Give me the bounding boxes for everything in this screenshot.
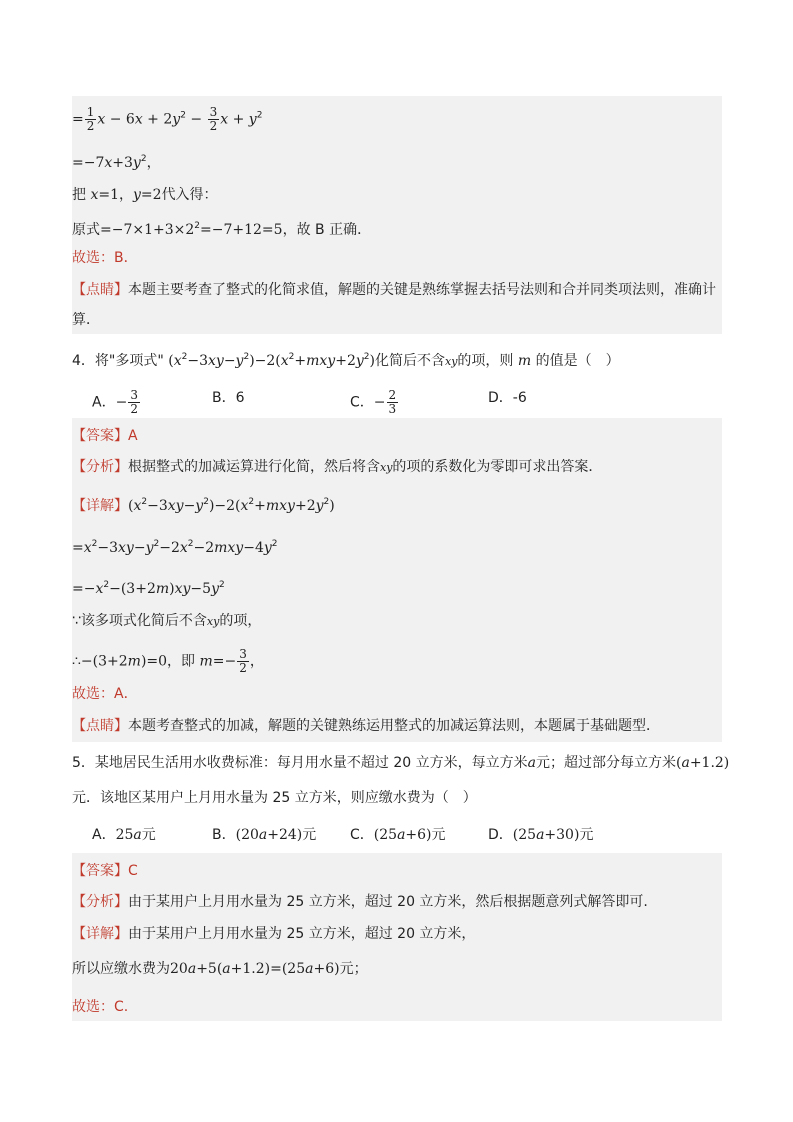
q5-fee: 所以应缴水费为20a+5(a+1.2)=(25a+6)元； [72, 961, 368, 977]
q4-option-a[interactable]: A．− $\frac{3}{2}$ [92, 388, 138, 416]
q5-stem-line2: 元．该地区某用户上月用水量为 25 立方米，则应缴水费为（ ） [72, 790, 477, 806]
q4-step-b: $=-x^2-(3+2m)xy-5y^2$ [72, 580, 225, 597]
q5-analysis: 【分析】由于某用户上月用水量为 25 立方米，超过 20 立方米，然后根据题意列式解答即可. [72, 894, 648, 910]
q5-choose: 故选：C. [72, 999, 129, 1015]
q5-option-a[interactable]: A．25a元 [92, 827, 156, 843]
q4-stem: 4．将"多项式" $(x^2-3xy-y^2)-2(x^2+mxy+2y^2)$化简后不含xy的项，则 m 的值是（ ） [72, 352, 620, 369]
q4-detail: 【详解】$(x^2-3xy-y^2)-2(x^2+mxy+2y^2)$ [72, 497, 335, 514]
q5-answer: 【答案】C [72, 863, 138, 879]
q5-option-b[interactable]: B．(20a+24)元 [212, 827, 317, 843]
q5-detail: 【详解】由于某用户上月用水量为 25 立方米，超过 20 立方米， [72, 926, 476, 942]
q3-step2: $=-7x+3y^2$， [72, 154, 161, 171]
q5-option-c[interactable]: C．(25a+6)元 [350, 827, 446, 843]
q4-answer: 【答案】A [72, 428, 138, 444]
q3-choose: 故选：B． [72, 250, 138, 266]
q3-step1: = $\frac{1}{2}$ $x - 6x + 2y^2$ − $\frac{3}{2}$ $x + y^2$ [72, 105, 263, 133]
q4-step-a: $=x^2-3xy-y^2-2x^2-2mxy-4y^2$ [72, 539, 278, 556]
q4-option-b[interactable]: B．6 [212, 390, 245, 406]
q5-option-d[interactable]: D．(25a+30)元 [488, 827, 594, 843]
q4-analysis: 【分析】根据整式的加减运算进行化简，然后将含xy的项的系数化为零即可求出答案． [72, 459, 603, 475]
q4-therefore: ∴−(3+2m)=0，即 m=− $\frac{3}{2}$ ， [72, 647, 264, 675]
q3-comment-cont: 算． [72, 312, 100, 328]
q4-option-c[interactable]: C．− $\frac{2}{3}$ [350, 388, 397, 416]
q3-comment: 【点睛】本题主要考查了整式的化简求值，解题的关键是熟练掌握去括号法则和合并同类项法则，准确计 [72, 282, 716, 298]
q3-substitute: 把 x=1，y=2代入得： [72, 187, 218, 203]
q4-comment: 【点睛】本题考查整式的加减，解题的关键熟练运用整式的加减运算法则，本题属于基础题型． [72, 718, 660, 734]
q4-because: ∵该多项式化简后不含xy的项， [72, 613, 262, 629]
q4-option-d[interactable]: D．-6 [488, 390, 527, 406]
q5-stem-line1: 5．某地居民生活用水收费标准：每月用水量不超过 20 立方米，每立方米a元；超过部分每立方米(a+1.2) [72, 755, 730, 771]
q3-original: 原式$=-7\times 1+3\times 2^2=-7+12=5$，故 B 正确． [72, 221, 372, 238]
q4-choose: 故选：A． [72, 686, 138, 702]
